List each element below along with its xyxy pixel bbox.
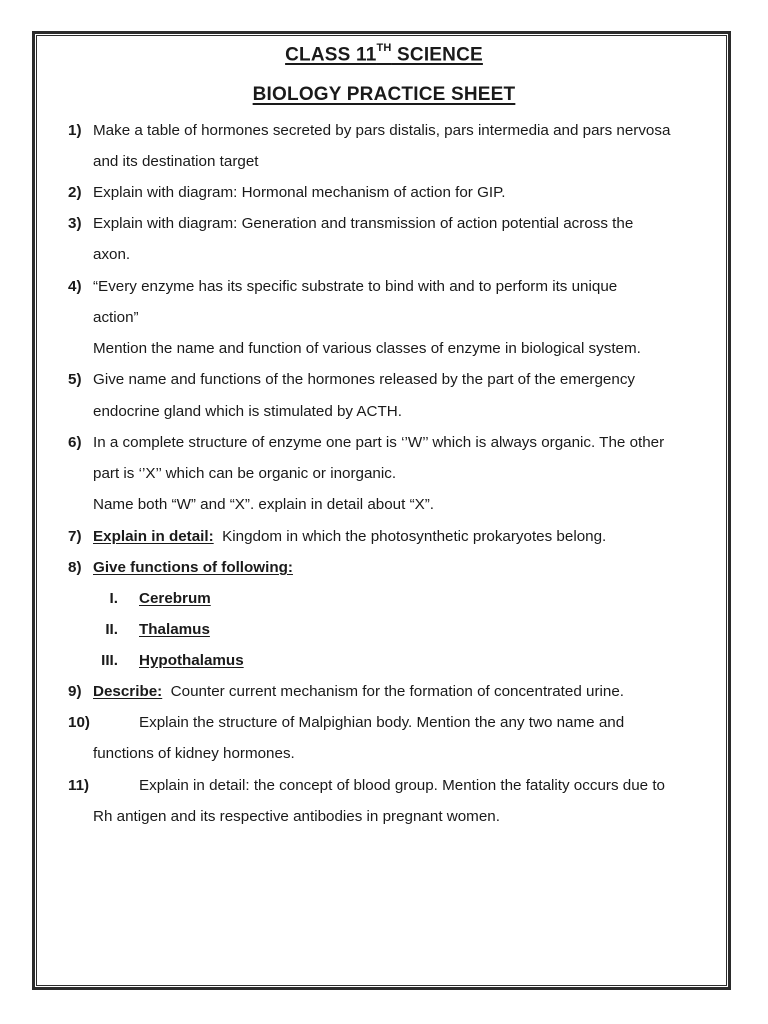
question-11-number: 11) (68, 777, 90, 794)
question-5-line-1: Give name and functions of the hormones released by the part of the emergency (93, 371, 636, 388)
question-1-number: 1) (68, 122, 82, 139)
question-2-number: 2) (68, 184, 82, 201)
question-5-number: 5) (68, 371, 82, 388)
question-8-item-3-text: Hypothalamus (139, 652, 244, 669)
class-title-superscript: TH (376, 42, 392, 54)
question-3-number: 3) (68, 215, 82, 232)
sheet-title: BIOLOGY PRACTICE SHEET (252, 84, 516, 105)
class-title-main: CLASS 11 (285, 44, 377, 66)
class-title-rest: SCIENCE (391, 44, 483, 66)
question-9-text: Counter current mechanism for the formation of concentrated urine. (162, 683, 624, 700)
question-5-line-2: endocrine gland which is stimulated by ACTH. (93, 403, 402, 420)
question-8-number: 8) (68, 559, 82, 576)
question-7-text: Kingdom in which the photosynthetic prokaryotes belong. (213, 528, 607, 545)
question-7-line (93, 528, 606, 545)
question-8-item-2-numeral: II. (105, 621, 118, 638)
question-6-line-2: part is ‘’X’’ which can be organic or inorganic. (93, 465, 397, 482)
question-8-item-3-numeral: III. (101, 652, 118, 669)
question-1-line-1: Make a table of hormones secreted by pars distalis, pars intermedia and pars nervosa (93, 122, 671, 139)
question-7-number: 7) (68, 528, 82, 545)
question-1-line-2: and its destination target (93, 153, 259, 170)
question-3-line-2: axon. (93, 246, 131, 263)
question-10-number: 10) (68, 714, 90, 731)
question-4-line-3: Mention the name and function of various classes of enzyme in biological system. (93, 340, 641, 357)
question-4-number: 4) (68, 278, 82, 295)
question-8-item-2-text: Thalamus (139, 621, 210, 638)
question-6-line-1: In a complete structure of enzyme one part is ‘’W’’ which is always organic. The other (93, 434, 665, 451)
class-title (0, 44, 768, 66)
question-3-line-1: Explain with diagram: Generation and transmission of action potential across the (93, 215, 634, 232)
question-8-label: Give functions of following: (93, 559, 293, 576)
question-10-line-1: Explain the structure of Malpighian body. Mention the any two name and (139, 714, 625, 731)
question-8-item-1-text: Cerebrum (139, 590, 211, 607)
question-6-line-3: Name both “W” and “X”. explain in detail about “X”. (93, 496, 435, 513)
question-2-line-1: Explain with diagram: Hormonal mechanism of action for GIP. (93, 184, 506, 201)
question-10-line-2: functions of kidney hormones. (93, 745, 295, 762)
question-8-item-1-numeral: I. (109, 590, 118, 607)
question-9-label: Describe: (93, 683, 163, 700)
question-4-line-2: action” (93, 309, 139, 326)
question-4-line-1: “Every enzyme has its specific substrate to bind with and to perform its unique (93, 278, 618, 295)
question-6-number: 6) (68, 434, 82, 451)
question-7-label: Explain in detail: (93, 528, 214, 545)
question-11-line-1: Explain in detail: the concept of blood group. Mention the fatality occurs due to (139, 777, 665, 794)
question-9-number: 9) (68, 683, 82, 700)
question-11-line-2: Rh antigen and its respective antibodies in pregnant women. (93, 808, 500, 825)
question-9-line (93, 683, 624, 700)
